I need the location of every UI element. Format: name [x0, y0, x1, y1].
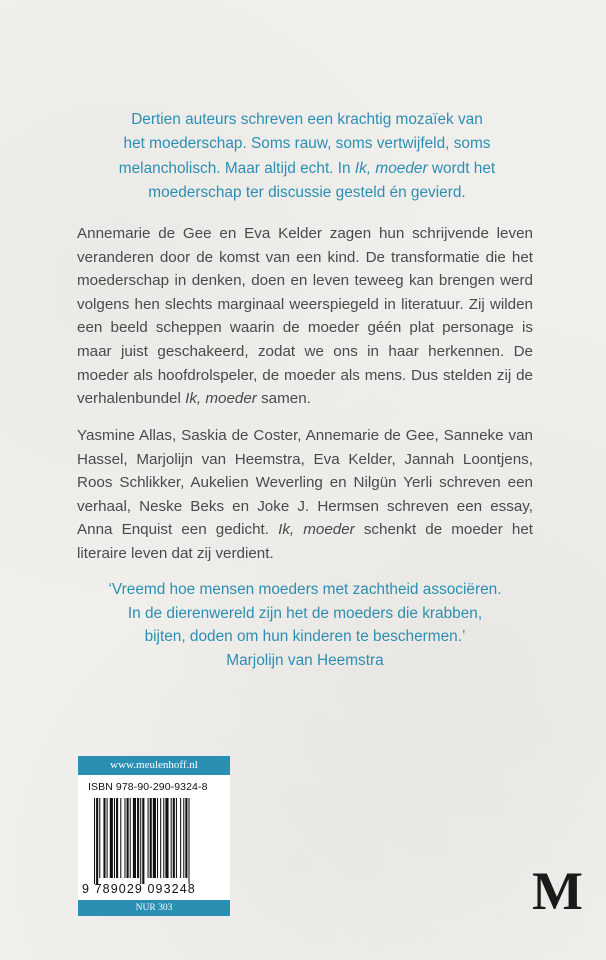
- blurb-line-1: Dertien auteurs schreven een krachtig mozaïek van: [131, 111, 483, 128]
- quote-line-2: In de dierenwereld zijn het de moeders die krabben,: [127, 604, 483, 622]
- paragraph-editors-book-title: Ik, moeder: [185, 390, 257, 408]
- quote-line-1: ‘Vreemd hoe mensen moeders met zachtheid associëren.: [108, 581, 502, 598]
- blurb-line-3-end: wordt het: [427, 159, 496, 177]
- website-url[interactable]: www.meulenhoff.nl: [78, 756, 230, 775]
- barcode-icon: [94, 798, 220, 884]
- paragraph-editors: [77, 222, 533, 411]
- blurb-line-3: melancholisch. Maar altijd echt. In: [118, 159, 355, 177]
- isbn-label: ISBN 978-90-290-9324-8: [88, 781, 208, 793]
- quote-line-3: bijten, doden om hun kinderen te beschermen.’: [144, 628, 466, 646]
- publisher-logo: M: [532, 861, 583, 921]
- paragraph-authors: [77, 424, 533, 566]
- paragraph-authors-end: schenkt de moeder het literaire leven dat zij verdient.: [77, 521, 533, 562]
- barcode-block: [78, 756, 230, 916]
- paragraph-authors-text: Yasmine Allas, Saskia de Coster, Annemarie de Gee, Sanneke van Hassel, Marjolijn van Heemstra, Eva Kelder, Jannah Loontjens, Roos Schlikker, Aukelien Weverling en Nilgün Yerli schreven een verhaal, Neske Beks en Joke J. Hermsen schreven een essay, Anna Enquist een gedicht.: [77, 427, 533, 539]
- quote-author: Marjolijn van Heemstra: [226, 651, 384, 669]
- barcode-digits: 9 789029 093248: [82, 882, 196, 896]
- nur-code: NUR 303: [78, 900, 230, 916]
- blurb-line-2: het moederschap. Soms rauw, soms vertwijfeld, soms: [123, 135, 491, 153]
- paragraph-editors-end: samen.: [256, 390, 311, 408]
- paragraph-editors-text: Annemarie de Gee en Eva Kelder zagen hun schrijvende leven veranderen door de komst van een kind. De transformatie die het moederschap in denken, doen en leven teweeg kan brengen werd volgens hen slechts marginaal weerspiegeld in literatuur. Zij wilden een beeld scheppen waarin de moeder géén plat personage is maar juist geschakeerd, zodat we ons in haar herkennen. De moeder als hoofdrolspeler, de moeder als mens. Dus stelden zij de verhalenbundel: [77, 225, 533, 408]
- blurb: [92, 108, 522, 205]
- blurb-line-4: moederschap ter discussie gesteld én gevierd.: [148, 183, 466, 201]
- blurb-book-title: Ik, moeder: [354, 159, 428, 177]
- paragraph-authors-book-title: Ik, moeder: [278, 521, 355, 539]
- pull-quote: [80, 578, 530, 672]
